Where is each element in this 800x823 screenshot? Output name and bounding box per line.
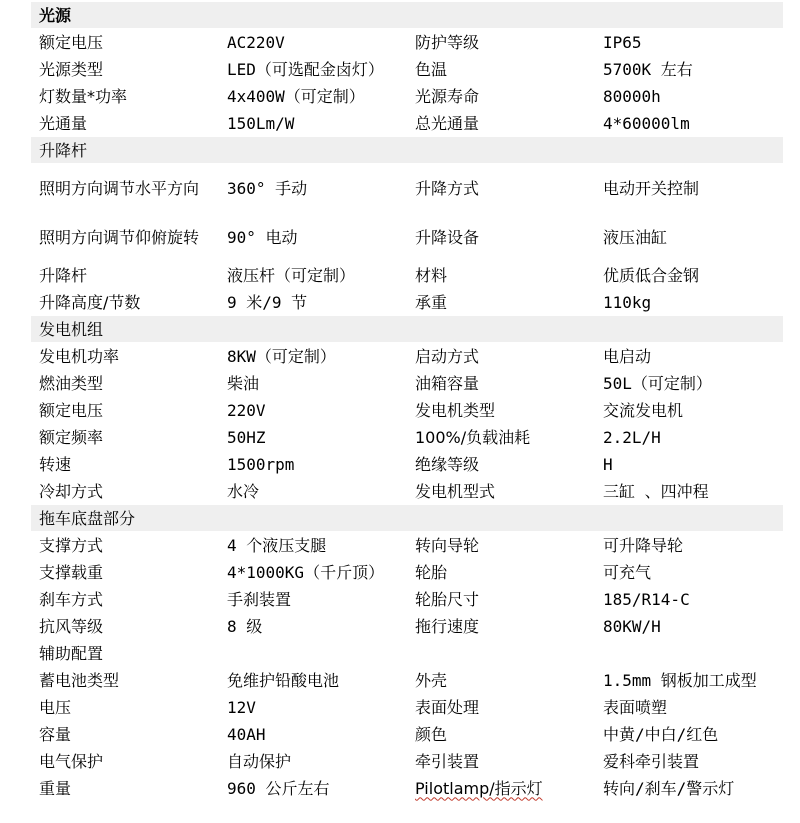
spec-row [31,343,783,370]
spec-row [31,586,783,613]
spec-row [31,110,783,137]
spec-value: 液压油缸 [595,213,783,262]
spec-label: 灯数量*功率 [31,83,219,110]
spec-value: AC220V [219,29,407,56]
section-header-row [31,640,783,667]
spec-value: 9 米/9 节 [219,289,407,316]
section-header-row [31,137,783,164]
spec-label: 蓄电池类型 [31,667,219,694]
spec-label: 额定频率 [31,424,219,451]
spec-value: 水冷 [219,478,407,505]
section-header-row [31,505,783,532]
spec-label: 外壳 [407,667,595,694]
spec-row [31,532,783,559]
section-title: 光源 [31,2,783,29]
spec-label: 支撑方式 [31,532,219,559]
spec-value: 1500rpm [219,451,407,478]
spec-value: 90° 电动 [219,213,407,262]
spec-value: 免维护铅酸电池 [219,667,407,694]
spec-value: 8KW（可定制） [219,343,407,370]
spec-label: 升降杆 [31,262,219,289]
spec-value: 转向/刹车/警示灯 [595,775,783,802]
spec-label: 承重 [407,289,595,316]
section-header-row [31,316,783,343]
spec-value: 960 公斤左右 [219,775,407,802]
spec-value: 交流发电机 [595,397,783,424]
spec-value: 50HZ [219,424,407,451]
spec-row [31,213,783,262]
spec-row [31,667,783,694]
section-title: 发电机组 [31,316,783,343]
spec-row [31,56,783,83]
spec-value: 三缸 、四冲程 [595,478,783,505]
spec-row [31,424,783,451]
spec-row [31,83,783,110]
spec-label: 支撑载重 [31,559,219,586]
spec-value: 自动保护 [219,748,407,775]
section-header-row [31,2,783,29]
spec-label: 升降设备 [407,213,595,262]
spec-label: 刹车方式 [31,586,219,613]
spec-value: 12V [219,694,407,721]
spec-label: 发电机类型 [407,397,595,424]
spec-value: 4 个液压支腿 [219,532,407,559]
spec-label: 升降方式 [407,164,595,213]
spec-value: 柴油 [219,370,407,397]
spec-row [31,775,783,802]
spec-label: 轮胎 [407,559,595,586]
spec-value: LED（可选配金卤灯） [219,56,407,83]
spec-label: 启动方式 [407,343,595,370]
spec-label: 牵引装置 [407,748,595,775]
spec-value: 220V [219,397,407,424]
spec-value: 80KW/H [595,613,783,640]
spec-row [31,613,783,640]
spec-table [31,2,783,802]
spec-row [31,451,783,478]
spec-value: 80000h [595,83,783,110]
spec-label: 颜色 [407,721,595,748]
spec-label: 抗风等级 [31,613,219,640]
spec-value: 150Lm/W [219,110,407,137]
spec-label: 照明方向调节水平方向 [31,164,219,213]
spec-value: 360° 手动 [219,164,407,213]
spec-row [31,370,783,397]
section-title: 升降杆 [31,137,783,164]
spec-value: 手刹装置 [219,586,407,613]
spec-label: 光通量 [31,110,219,137]
spec-label: 色温 [407,56,595,83]
spec-label: 防护等级 [407,29,595,56]
spec-value: 中黄/中白/红色 [595,721,783,748]
spec-row [31,289,783,316]
spec-value: 110kg [595,289,783,316]
spec-label: 升降高度/节数 [31,289,219,316]
spec-row [31,262,783,289]
spec-value: 2.2L/H [595,424,783,451]
spec-row [31,29,783,56]
spec-label: 发电机功率 [31,343,219,370]
spec-label: 转速 [31,451,219,478]
spec-label: 冷却方式 [31,478,219,505]
spec-value: 50L（可定制） [595,370,783,397]
spec-row [31,694,783,721]
spec-value: 表面喷塑 [595,694,783,721]
section-title: 辅助配置 [31,640,783,667]
spec-value: 液压杆（可定制） [219,262,407,289]
spec-row [31,164,783,213]
spec-label: Pilotlamp/指示灯 [407,775,595,802]
spec-label: 额定电压 [31,29,219,56]
spec-value: 4*60000lm [595,110,783,137]
spec-label: 发电机型式 [407,478,595,505]
spec-value: 优质低合金钢 [595,262,783,289]
spec-value: 电启动 [595,343,783,370]
spec-value: 爱科牵引装置 [595,748,783,775]
spec-value: 4*1000KG（千斤顶） [219,559,407,586]
spec-label: 绝缘等级 [407,451,595,478]
spec-row [31,559,783,586]
spec-label: 拖行速度 [407,613,595,640]
spec-label: 油箱容量 [407,370,595,397]
spec-label: 重量 [31,775,219,802]
spec-label: 表面处理 [407,694,595,721]
spec-value: H [595,451,783,478]
spec-value: 5700K 左右 [595,56,783,83]
spec-row [31,721,783,748]
spec-value: 8 级 [219,613,407,640]
spec-value: 4x400W（可定制） [219,83,407,110]
spec-label: 电气保护 [31,748,219,775]
spec-label: 容量 [31,721,219,748]
spec-value: 40AH [219,721,407,748]
spec-value: 电动开关控制 [595,164,783,213]
spec-label: 光源寿命 [407,83,595,110]
spec-label: 总光通量 [407,110,595,137]
section-title: 拖车底盘部分 [31,505,783,532]
spec-table-body [31,2,783,802]
spec-row [31,748,783,775]
spec-label: 光源类型 [31,56,219,83]
spec-label: 100%/负载油耗 [407,424,595,451]
spec-value: 1.5mm 钢板加工成型 [595,667,783,694]
spec-row [31,397,783,424]
spec-value: IP65 [595,29,783,56]
spec-label: 材料 [407,262,595,289]
spec-label: 额定电压 [31,397,219,424]
spec-label: 转向导轮 [407,532,595,559]
spec-label: 电压 [31,694,219,721]
spec-value: 可充气 [595,559,783,586]
spec-label: 燃油类型 [31,370,219,397]
spec-label: 照明方向调节仰俯旋转 [31,213,219,262]
spec-row [31,478,783,505]
spec-value: 185/R14-C [595,586,783,613]
spec-value: 可升降导轮 [595,532,783,559]
spec-label: 轮胎尺寸 [407,586,595,613]
